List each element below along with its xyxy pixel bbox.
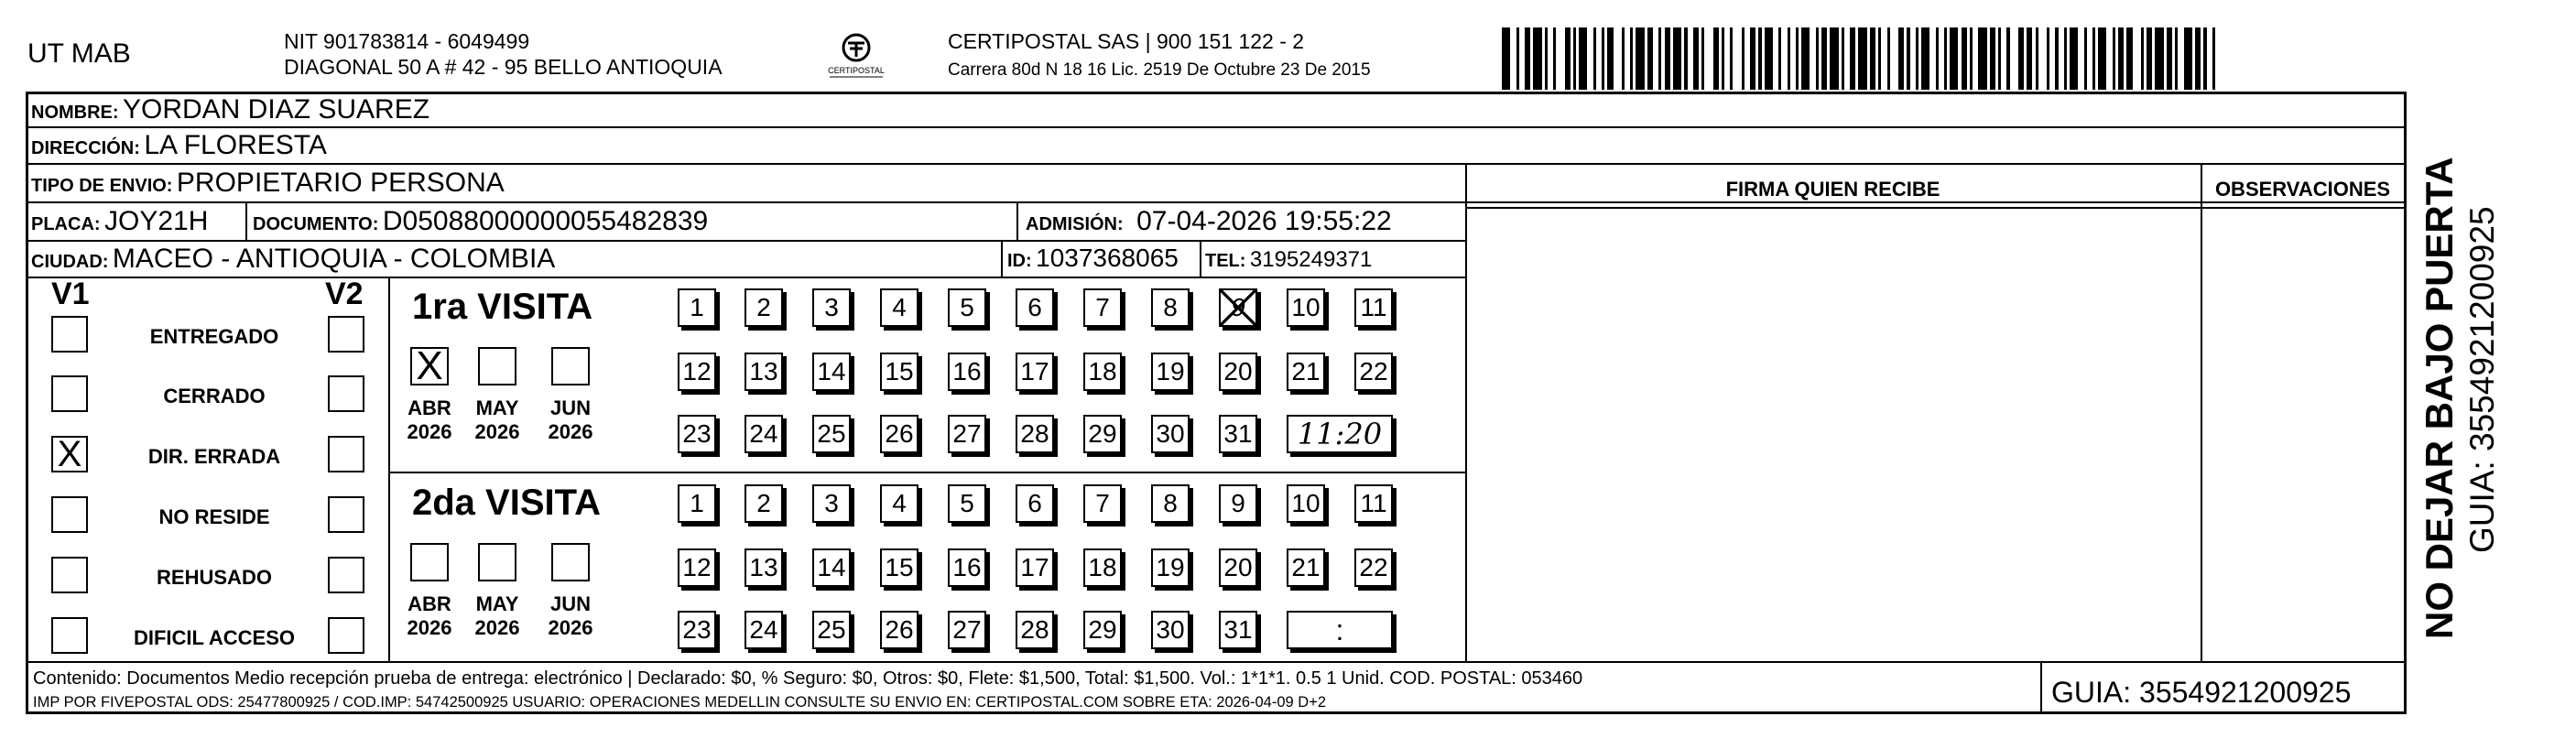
day-box[interactable]: 30 xyxy=(1151,415,1190,453)
status-v2-checkbox[interactable] xyxy=(328,316,364,353)
day-box[interactable]: 13 xyxy=(745,548,783,587)
day-box[interactable]: 28 xyxy=(1016,611,1054,649)
barcode-bar xyxy=(1673,27,1681,90)
day-box[interactable]: 16 xyxy=(948,548,986,587)
barcode-gap xyxy=(2133,27,2141,90)
tipo-envio-label: TIPO DE ENVIO: xyxy=(31,176,173,196)
certipostal-logo xyxy=(824,29,888,84)
day-box[interactable]: 31 xyxy=(1219,611,1257,649)
company-name: UT MAB xyxy=(27,38,131,69)
day-box[interactable]: 21 xyxy=(1287,353,1325,391)
barcode-gap xyxy=(2038,27,2047,90)
month-year: 2026 xyxy=(407,616,452,639)
v2-header: V2 xyxy=(325,277,364,311)
status-v1-checkbox[interactable] xyxy=(51,316,88,353)
logo-text: CERTIPOSTAL xyxy=(828,66,885,75)
day-box[interactable]: 31 xyxy=(1219,415,1257,453)
day-box[interactable]: 22 xyxy=(1354,353,1393,391)
carrier-name: CERTIPOSTAL SAS | 900 151 122 - 2 xyxy=(948,29,1305,53)
month-name: MAY xyxy=(475,592,519,615)
ciudad-value: MACEO - ANTIOQUIA - COLOMBIA xyxy=(112,244,556,274)
day-box[interactable]: 2 xyxy=(745,484,783,523)
nombre-label: NOMBRE: xyxy=(31,103,119,123)
day-box[interactable]: 25 xyxy=(812,611,851,649)
day-box[interactable]: 18 xyxy=(1083,353,1122,391)
month-year: 2026 xyxy=(548,420,593,443)
month-checkbox[interactable] xyxy=(551,347,590,385)
barcode-bar xyxy=(1579,27,1587,90)
barcode-gap xyxy=(2215,27,2223,90)
id-label: ID: xyxy=(1007,251,1032,271)
status-v1-checkbox[interactable] xyxy=(51,496,88,533)
direccion-label: DIRECCIÓN: xyxy=(31,138,140,158)
signature-area[interactable] xyxy=(1467,209,2199,659)
barcode-gap xyxy=(2010,27,2018,90)
side-notice: NO DEJAR BAJO PUERTA xyxy=(2418,157,2461,639)
day-box[interactable]: 12 xyxy=(678,548,716,587)
firma-header: FIRMA QUIEN RECIBE xyxy=(1725,178,1940,201)
barcode-bar xyxy=(1533,27,1541,90)
day-box[interactable]: 10 xyxy=(1287,484,1325,523)
barcode xyxy=(1502,27,2225,90)
ciudad-label: CIUDAD: xyxy=(31,252,109,272)
observations-area[interactable] xyxy=(2202,209,2403,659)
visit-title: 1ra VISITA xyxy=(412,287,593,327)
carrier-license: Carrera 80d N 18 16 Lic. 2519 De Octubre 23 De 2015 xyxy=(948,60,1371,80)
barcode-gap xyxy=(1704,27,1712,90)
footer-content: Contenido: Documentos Medio recepción prueba de entrega: electrónico | Declarado: $0, % Seguro: $0, Otros: $0, Flete: $1,500, Total: $1,500. Vol.: 1*1*1. 0.5 1 Unid. COD. POSTAL: 053460 xyxy=(33,668,1583,689)
barcode-bar xyxy=(1636,27,1644,90)
day-box[interactable]: 24 xyxy=(745,611,783,649)
admision-label: ADMISIÓN: xyxy=(1026,214,1124,234)
month-name: ABR xyxy=(408,396,451,419)
day-box[interactable]: 7 xyxy=(1083,484,1122,523)
barcode-bar xyxy=(2155,27,2163,90)
month-checkbox[interactable] xyxy=(478,543,516,581)
status-v2-checkbox[interactable] xyxy=(328,617,364,654)
status-label: ENTREGADO xyxy=(149,325,279,348)
day-box[interactable]: 3 xyxy=(812,288,851,327)
day-box[interactable]: 20 xyxy=(1219,548,1257,587)
month-label xyxy=(397,592,462,640)
day-box[interactable]: 17 xyxy=(1016,548,1054,587)
day-box[interactable]: 8 xyxy=(1151,484,1190,523)
month-year: 2026 xyxy=(474,420,520,443)
barcode-gap xyxy=(1890,27,1898,90)
day-box[interactable]: 6 xyxy=(1016,288,1054,327)
month-name: MAY xyxy=(475,396,519,419)
month-label xyxy=(465,592,529,640)
day-box[interactable]: 26 xyxy=(880,611,918,649)
barcode-bar xyxy=(1950,27,1958,90)
tel-label: TEL: xyxy=(1205,251,1246,271)
month-year: 2026 xyxy=(548,616,593,639)
status-v1-checkbox[interactable]: X xyxy=(51,436,88,472)
month-label xyxy=(465,396,529,444)
status-v1-checkbox[interactable] xyxy=(51,617,88,654)
row-documento xyxy=(253,206,708,237)
month-checkbox[interactable] xyxy=(478,347,516,385)
row-nombre xyxy=(31,94,429,125)
month-checkbox[interactable] xyxy=(551,543,590,581)
status-label: REHUSADO xyxy=(157,566,272,589)
time-box[interactable]: : xyxy=(1287,611,1393,649)
day-box[interactable]: 7 xyxy=(1083,288,1122,327)
nombre-value: YORDAN DIAZ SUAREZ xyxy=(123,94,430,125)
day-box[interactable]: 17 xyxy=(1016,353,1054,391)
day-box[interactable]: 19 xyxy=(1151,548,1190,587)
row-tel xyxy=(1205,247,1372,273)
day-box[interactable]: 29 xyxy=(1083,415,1122,453)
month-label xyxy=(397,396,462,444)
id-value: 1037368065 xyxy=(1036,244,1179,272)
row-placa xyxy=(31,206,208,237)
month-label xyxy=(538,592,603,640)
month-name: JUN xyxy=(549,396,591,419)
barcode-bar xyxy=(1502,27,1510,90)
status-v2-checkbox[interactable] xyxy=(328,436,364,472)
documento-value: D05088000000055482839 xyxy=(382,206,709,236)
month-year: 2026 xyxy=(407,420,452,443)
day-box[interactable]: 24 xyxy=(745,415,783,453)
day-box[interactable]: 22 xyxy=(1354,548,1393,587)
day-box[interactable]: 27 xyxy=(948,611,986,649)
day-box[interactable]: 8 xyxy=(1151,288,1190,327)
observaciones-header: OBSERVACIONES xyxy=(2214,178,2391,201)
month-checkbox[interactable] xyxy=(410,543,449,581)
day-box[interactable]: 30 xyxy=(1151,611,1190,649)
status-label: NO RESIDE xyxy=(158,505,270,528)
row-admision xyxy=(1026,206,1392,237)
day-box[interactable]: 23 xyxy=(678,415,716,453)
day-box[interactable]: 28 xyxy=(1016,415,1054,453)
day-box[interactable]: 6 xyxy=(1016,484,1054,523)
day-box[interactable]: 27 xyxy=(948,415,986,453)
barcode-gap xyxy=(1614,27,1622,90)
month-name: JUN xyxy=(549,592,591,615)
day-box[interactable]: 5 xyxy=(948,288,986,327)
day-box[interactable]: 29 xyxy=(1083,611,1122,649)
day-box[interactable]: 21 xyxy=(1287,548,1325,587)
visit-title: 2da VISITA xyxy=(412,483,601,523)
day-box[interactable]: 4 xyxy=(880,288,918,327)
admision-value: 07-04-2026 19:55:22 xyxy=(1136,206,1392,236)
status-label: DIR. ERRADA xyxy=(147,445,281,468)
placa-label: PLACA: xyxy=(31,214,101,234)
row-id xyxy=(1007,244,1179,273)
month-label xyxy=(538,396,603,444)
month-year: 2026 xyxy=(474,616,520,639)
direccion-value: LA FLORESTA xyxy=(144,130,327,160)
status-v2-checkbox[interactable] xyxy=(328,375,364,412)
day-box[interactable]: 23 xyxy=(678,611,716,649)
tipo-envio-value: PROPIETARIO PERSONA xyxy=(176,168,505,198)
day-box[interactable]: 16 xyxy=(948,353,986,391)
placa-value: JOY21H xyxy=(104,206,209,236)
day-box[interactable]: 3 xyxy=(812,484,851,523)
row-tipo-envio xyxy=(31,168,505,199)
day-box[interactable]: 26 xyxy=(880,415,918,453)
day-box[interactable]: 13 xyxy=(745,353,783,391)
barcode-bar xyxy=(2070,27,2078,90)
month-checkbox[interactable]: X xyxy=(410,347,449,385)
day-box[interactable]: 15 xyxy=(880,548,918,587)
status-v2-checkbox[interactable] xyxy=(328,496,364,533)
status-v1-checkbox[interactable] xyxy=(51,557,88,593)
documento-label: DOCUMENTO: xyxy=(253,214,379,234)
day-box[interactable]: 20 xyxy=(1219,353,1257,391)
day-box[interactable]: 2 xyxy=(745,288,783,327)
day-box[interactable]: 10 xyxy=(1287,288,1325,327)
status-v2-checkbox[interactable] xyxy=(328,557,364,593)
day-box[interactable]: 11 xyxy=(1354,288,1393,327)
time-box[interactable]: 11:20 xyxy=(1287,415,1393,453)
day-box[interactable]: 1 xyxy=(678,484,716,523)
barcode-gap xyxy=(1733,27,1741,90)
day-box[interactable]: 14 xyxy=(812,353,851,391)
day-box[interactable]: 12 xyxy=(678,353,716,391)
barcode-gap xyxy=(1556,27,1564,90)
status-label: CERRADO xyxy=(163,385,266,407)
barcode-bar xyxy=(1765,27,1773,90)
barcode-bar xyxy=(1978,27,1986,90)
status-v1-checkbox[interactable] xyxy=(51,375,88,412)
day-box[interactable]: 11 xyxy=(1354,484,1393,523)
footer-print-info: IMP POR FIVEPOSTAL ODS: 25477800925 / COD.IMP: 54742500925 USUARIO: OPERACIONES MEDELLIN CONSULTE SU ENVIO EN: CERTIPOSTAL.COM SOBRE ETA: 2026-04-09 D+2 xyxy=(33,694,1327,711)
row-direccion xyxy=(31,130,327,161)
day-box[interactable]: 9 xyxy=(1219,484,1257,523)
day-box[interactable]: 25 xyxy=(812,415,851,453)
barcode-bar xyxy=(2098,27,2106,90)
day-box[interactable]: 5 xyxy=(948,484,986,523)
footer-guia: GUIA: 3554921200925 xyxy=(2051,676,2352,709)
side-guia: GUIA: 3554921200925 xyxy=(2463,206,2501,553)
company-address: DIAGONAL 50 A # 42 - 95 BELLO ANTIOQUIA xyxy=(284,55,723,79)
tel-value: 3195249371 xyxy=(1249,247,1373,272)
barcode-bar xyxy=(1921,27,1929,90)
row-ciudad xyxy=(31,244,555,275)
v1-header: V1 xyxy=(51,277,90,311)
barcode-bar xyxy=(1858,27,1866,90)
day-box[interactable]: 14 xyxy=(812,548,851,587)
barcode-bar xyxy=(2184,27,2192,90)
company-nit: NIT 901783814 - 6049499 xyxy=(284,29,530,53)
barcode-bar xyxy=(1830,27,1838,90)
day-box[interactable]: 15 xyxy=(880,353,918,391)
day-box[interactable]: 19 xyxy=(1151,353,1190,391)
barcode-bar xyxy=(1801,27,1810,90)
status-label: DIFICIL ACCESO xyxy=(133,626,295,649)
day-box[interactable]: 18 xyxy=(1083,548,1122,587)
day-box[interactable]: 4 xyxy=(880,484,918,523)
month-name: ABR xyxy=(408,592,451,615)
day-box[interactable]: 1 xyxy=(678,288,716,327)
day-box[interactable]: 9 xyxy=(1219,288,1257,327)
